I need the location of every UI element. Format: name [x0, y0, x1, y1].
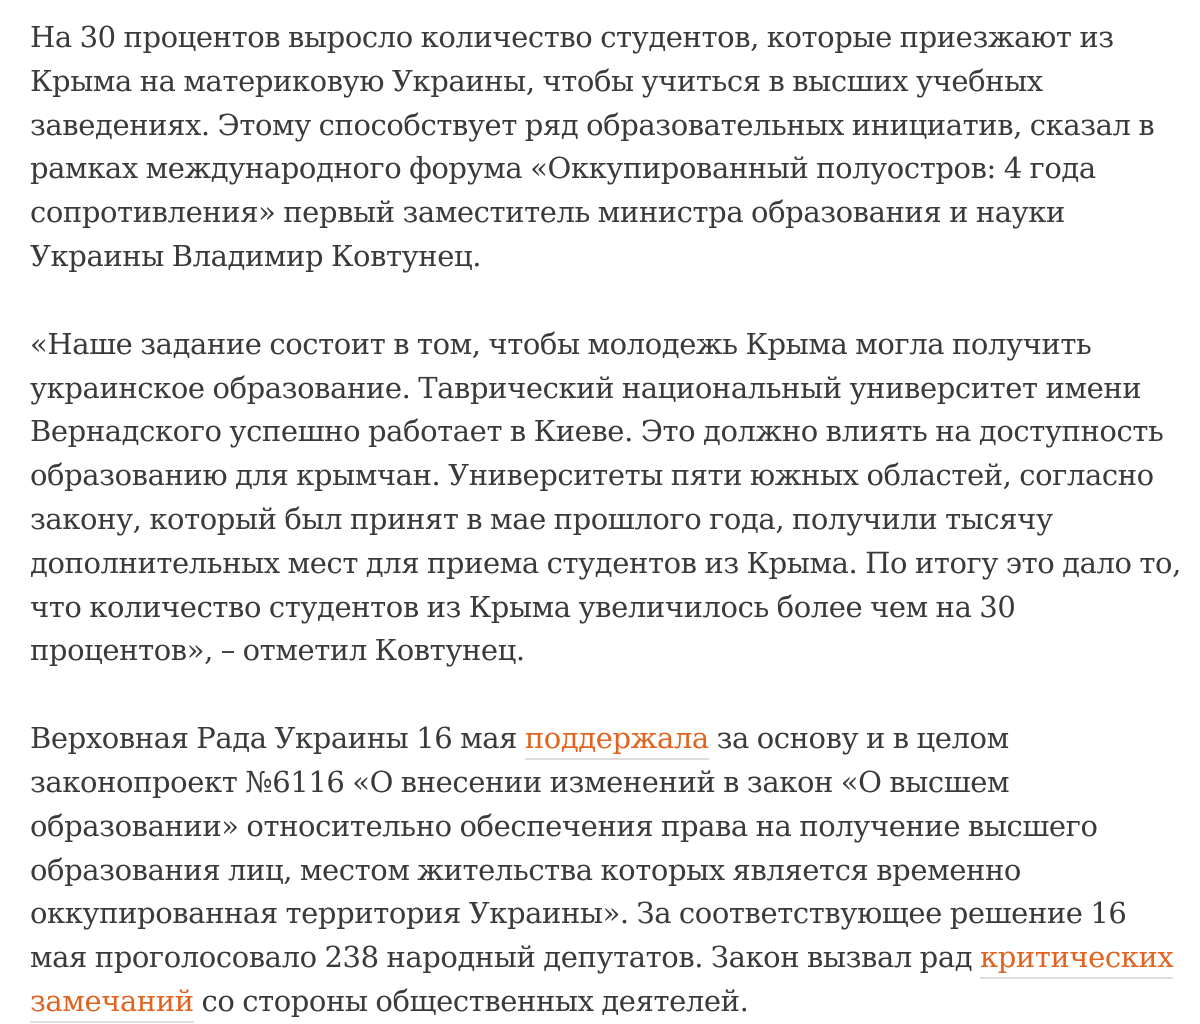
article-paragraph-2: «Наше задание состоит в том, чтобы молодежь Крыма могла получить украинское образование. Таврический национальный университет имени Вернадского успешно работает в Киеве. Это должно влиять на доступность образованию для крымчан. Университеты пяти южных областей, согласно закону, который был принят в мае прошлого года, получили тысячу дополнительных мест для приема студентов из Крыма. По итогу это дало то, что количество студентов из Крыма увеличилось более чем на 30 процентов», – отметил Ковтунец.	[30, 326, 1181, 668]
paragraph-3-text-middle: за основу и в целом законопроект №6116 «О внесении изменений в закон «О высшем образовании» относительно обеспечения права на получение высшего образования лиц, местом жительства которых является временно оккупированная территория Украины». За соответствующее решение 16 мая проголосовало 238 народный депутатов. Закон вызвал рад	[30, 721, 1127, 975]
article-paragraph-1: На 30 процентов выросло количество студентов, которые приезжают из Крыма на материковую Украины, чтобы учиться в высших учебных заведениях. Этому способствует ряд образовательных инициатив, сказал в рамках международного форума «Оккупированный полуостров: 4 года сопротивления» первый заместитель министра образования и науки Украины Владимир Ковтунец.	[30, 20, 1155, 273]
critical-remarks-link[interactable]: критических замечаний	[30, 940, 1173, 1023]
supported-link[interactable]: поддержала	[525, 721, 709, 760]
paragraph-3-text-start: Верховная Рада Украины 16 мая	[30, 721, 525, 756]
article-paragraph-3	[30, 717, 1186, 1024]
paragraph-3-text-end: со стороны общественных деятелей.	[193, 983, 749, 1018]
